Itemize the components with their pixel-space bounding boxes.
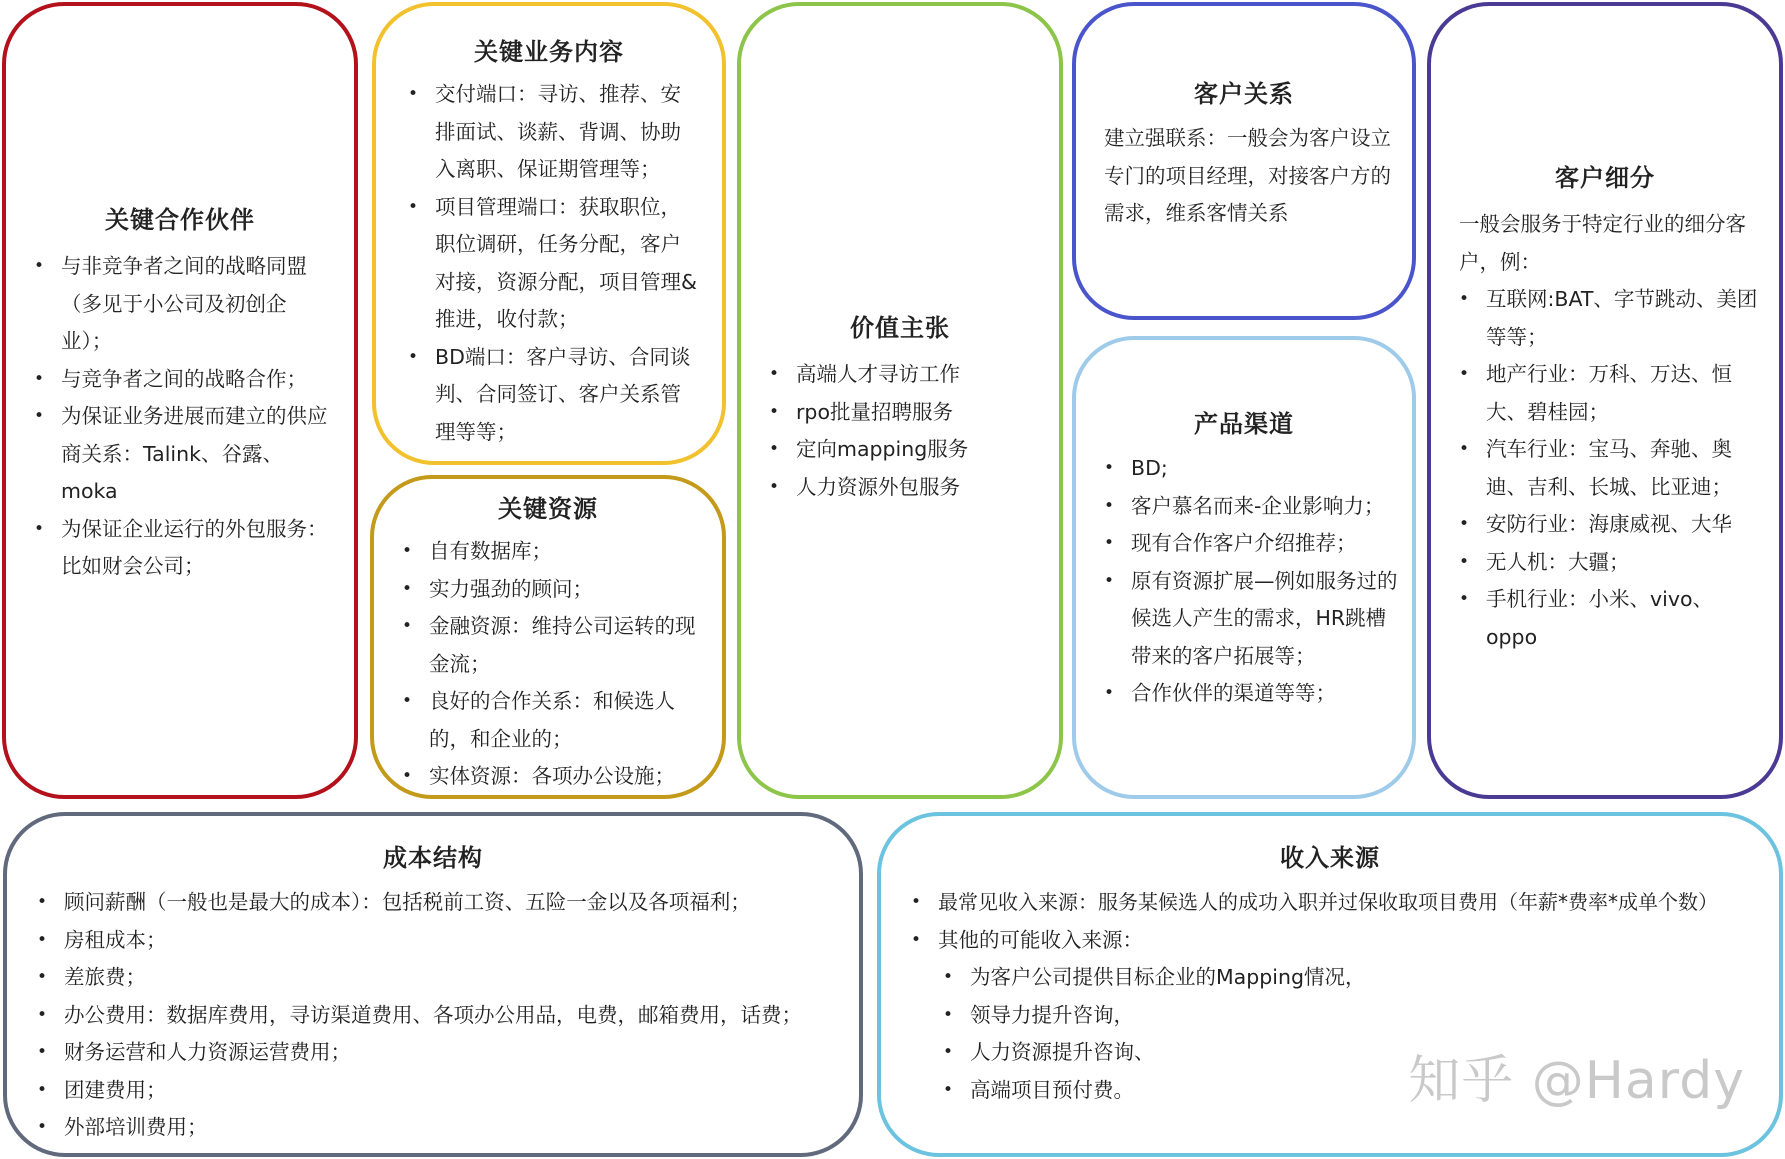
key-partners-list [34, 248, 334, 586]
value-proposition-content [769, 356, 1049, 506]
channels-title: 产品渠道 [1194, 410, 1294, 438]
list-item: • 良好的合作关系：和候选人的，和企业的； [402, 683, 702, 758]
customer-segments-intro: 一般会服务于特定行业的细分客户，例： [1459, 212, 1746, 274]
customer-segments-content [1459, 206, 1763, 656]
list-item: • 顾问薪酬（一般也是最大的成本）：包括税前工资、五险一金以及各项福利； [37, 884, 837, 922]
list-item: • 汽车行业：宝马、奔驰、奥迪、吉利、长城、比亚迪； [1459, 431, 1763, 506]
list-item: • 领导力提升咨询， [943, 997, 1771, 1035]
revenue-streams-list [911, 884, 1771, 959]
list-item: • 自有数据库； [402, 533, 702, 571]
list-item: • 高端人才寻访工作 [769, 356, 1049, 394]
list-item: • 与竞争者之间的战略合作； [34, 361, 334, 399]
list-item: • 其他的可能收入来源： [911, 922, 1771, 960]
list-item: • 无人机：大疆； [1459, 544, 1763, 582]
cost-structure-list [37, 884, 837, 1147]
list-item: • 最常见收入来源：服务某候选人的成功入职并过保收取项目费用（年薪*费率*成单个数） [911, 884, 1771, 922]
customer-relationships-text: 建立强联系：一般会为客户设立专门的项目经理，对接客户方的需求，维系客情关系 [1104, 126, 1391, 225]
key-activities-content [408, 76, 700, 451]
channels-block [1072, 336, 1416, 799]
list-item: • 互联网:BAT、字节跳动、美团等等； [1459, 281, 1763, 356]
key-activities-block [372, 2, 726, 465]
list-item: • 房租成本； [37, 922, 837, 960]
value-proposition-title: 价值主张 [850, 314, 950, 342]
cost-structure-block [3, 812, 863, 1157]
value-proposition-list [769, 356, 1049, 506]
list-item: • 交付端口：寻访、推荐、安排面试、谈薪、背调、协助入离职、保证期管理等； [408, 76, 700, 189]
list-item: • 办公费用：数据库费用，寻访渠道费用、各项办公用品，电费，邮箱费用，话费； [37, 997, 837, 1035]
list-item: • 财务运营和人力资源运营费用； [37, 1034, 837, 1072]
list-item: • 人力资源外包服务 [769, 469, 1049, 507]
cost-structure-title: 成本结构 [383, 844, 483, 872]
customer-relationships-title: 客户关系 [1194, 80, 1294, 108]
list-item: • 客户慕名而来-企业影响力； [1104, 488, 1404, 526]
list-item: • 现有合作客户介绍推荐； [1104, 525, 1404, 563]
key-resources-list [402, 533, 702, 796]
list-item: • 实体资源：各项办公设施； [402, 758, 702, 796]
customer-relationships-content [1104, 120, 1394, 233]
list-item: • 金融资源：维持公司运转的现金流； [402, 608, 702, 683]
list-item: • rpo批量招聘服务 [769, 394, 1049, 432]
list-item: • 高端项目预付费。 [943, 1072, 1771, 1110]
list-item: • 人力资源提升咨询、 [943, 1034, 1771, 1072]
list-item: • 手机行业：小米、vivo、oppo [1459, 581, 1763, 656]
channels-list [1104, 450, 1404, 713]
list-item: • 地产行业：万科、万达、恒大、碧桂园； [1459, 356, 1763, 431]
list-item: • 为保证企业运行的外包服务：比如财会公司； [34, 511, 334, 586]
list-item: • 团建费用； [37, 1072, 837, 1110]
list-item: • 实力强劲的顾问； [402, 571, 702, 609]
value-proposition-block [737, 2, 1063, 799]
list-item: • 差旅费； [37, 959, 837, 997]
list-item: • 与非竞争者之间的战略同盟（多见于小公司及初创企业）； [34, 248, 334, 361]
key-partners-block [2, 2, 358, 799]
cost-structure-content [37, 884, 837, 1147]
list-item: • 为客户公司提供目标企业的Mapping情况， [943, 959, 1771, 997]
list-item: • 原有资源扩展—例如服务过的候选人产生的需求，HR跳槽带来的客户拓展等； [1104, 563, 1404, 676]
customer-relationships-block [1072, 2, 1416, 320]
list-item: • BD端口：客户寻访、合同谈判、合同签订、客户关系管理等等； [408, 339, 700, 452]
key-resources-content [402, 533, 702, 796]
key-resources-title: 关键资源 [498, 495, 598, 523]
list-item: • BD; [1104, 450, 1404, 488]
key-partners-content [34, 248, 334, 586]
list-item: • 安防行业：海康威视、大华 [1459, 506, 1763, 544]
list-item: • 合作伙伴的渠道等等； [1104, 675, 1404, 713]
watermark: 知乎 @Hardy [1408, 1051, 1745, 1111]
customer-segments-list [1459, 281, 1763, 656]
customer-segments-title: 客户细分 [1555, 164, 1655, 192]
key-activities-list [408, 76, 700, 451]
revenue-streams-title: 收入来源 [1280, 844, 1380, 872]
list-item: • 定向mapping服务 [769, 431, 1049, 469]
customer-segments-block [1427, 2, 1783, 799]
key-partners-title: 关键合作伙伴 [105, 206, 255, 234]
key-resources-block [370, 475, 726, 799]
list-item: • 项目管理端口：获取职位，职位调研，任务分配，客户对接，资源分配，项目管理&推进，收付款； [408, 189, 700, 339]
list-item: • 外部培训费用； [37, 1109, 837, 1147]
channels-content [1104, 450, 1404, 713]
list-item: • 为保证业务进展而建立的供应商关系：Talink、谷露、moka [34, 398, 334, 511]
key-activities-title: 关键业务内容 [474, 38, 624, 66]
